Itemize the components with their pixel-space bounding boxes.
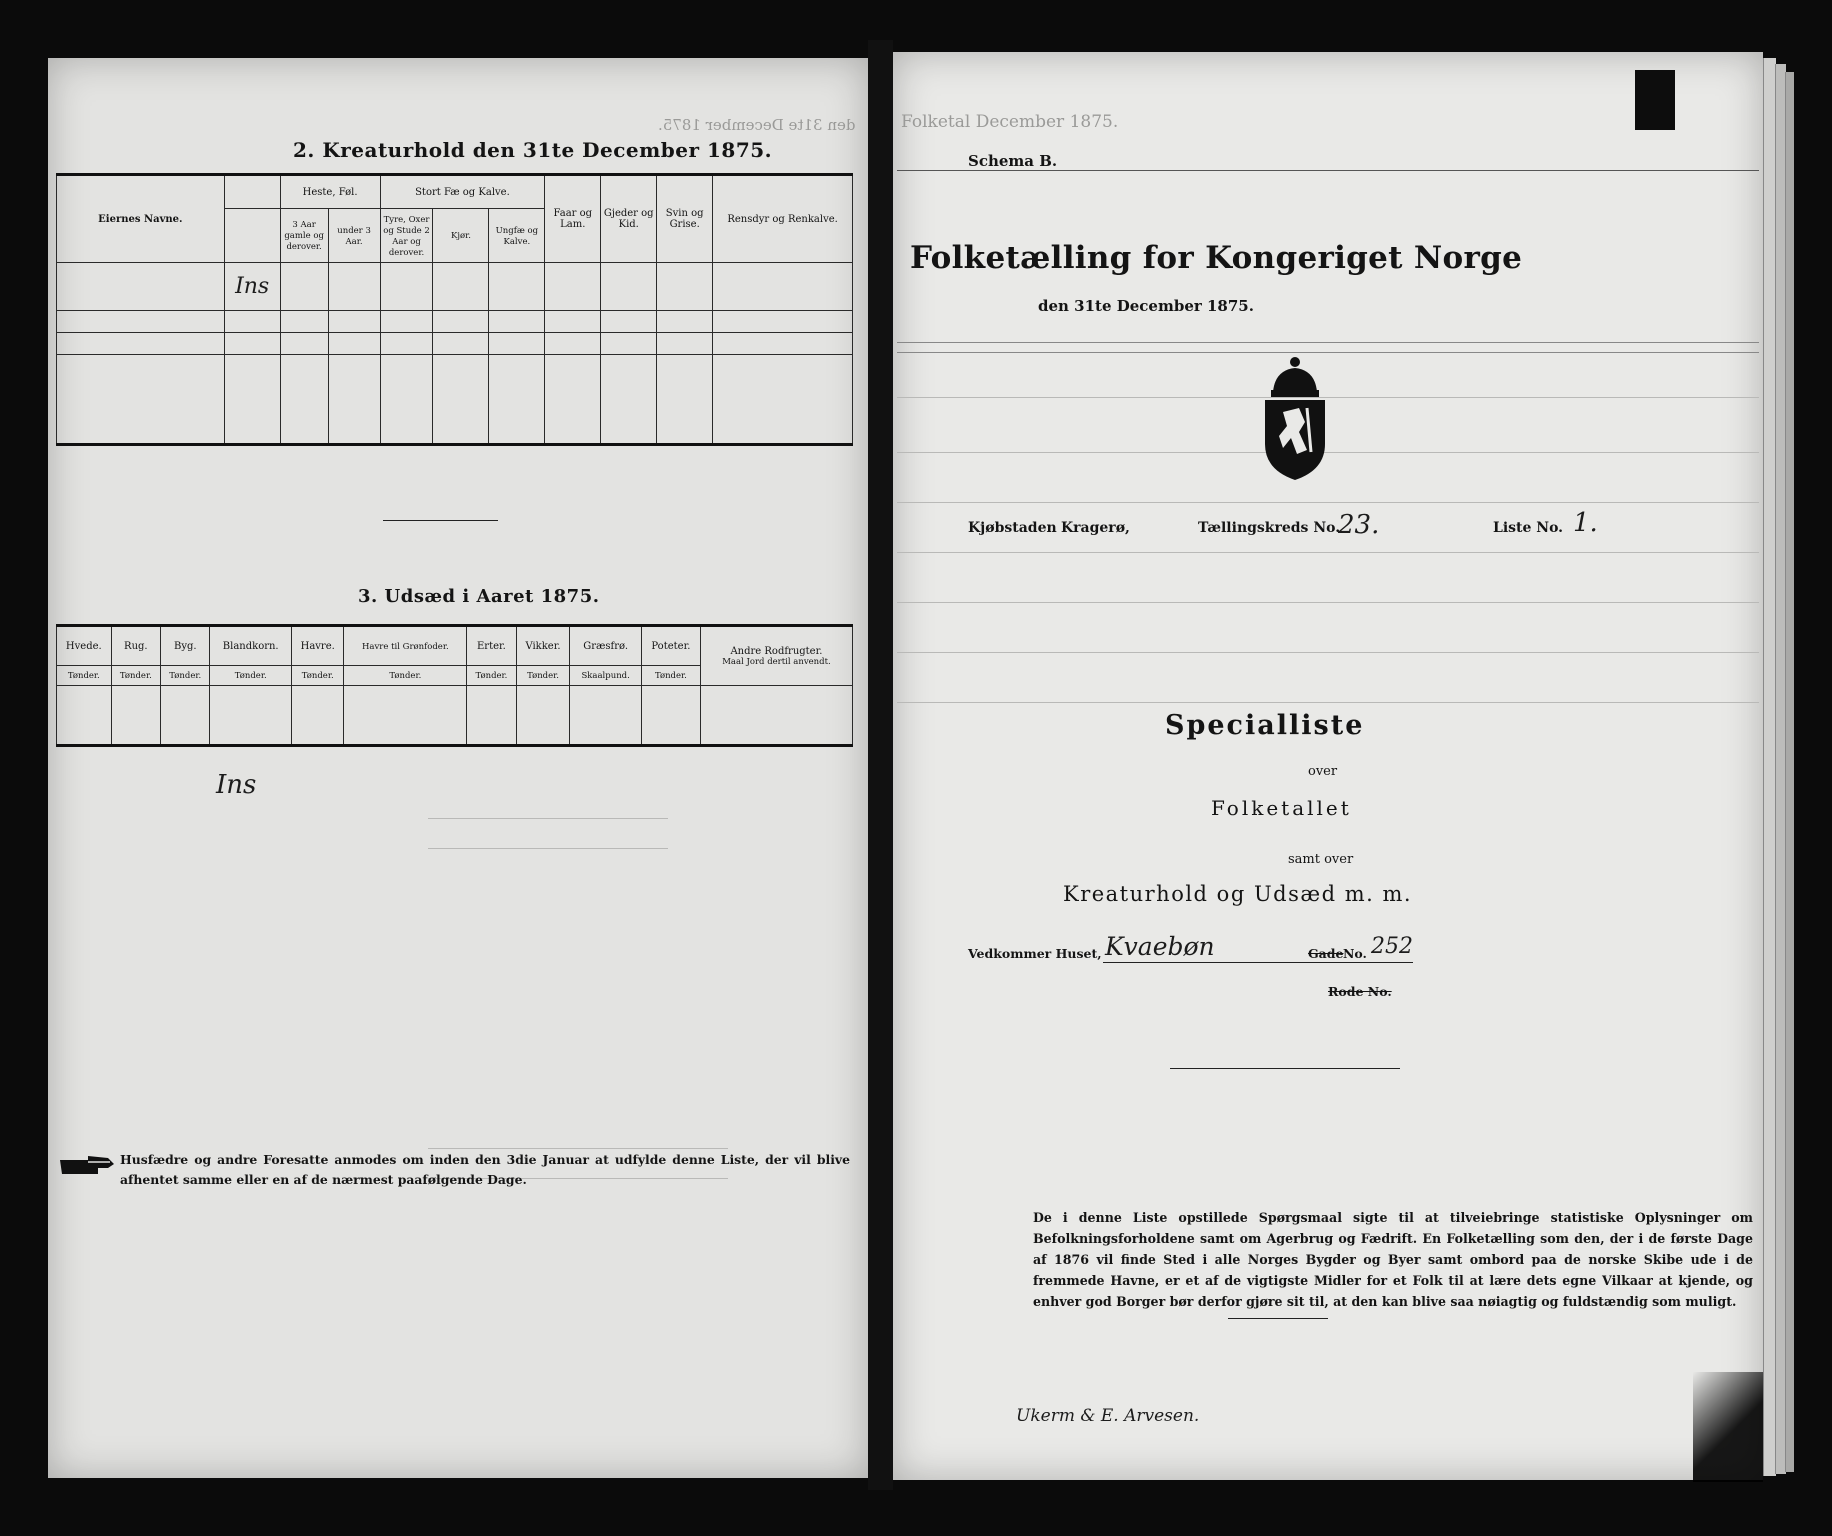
notice-text: Husfædre og andre Foresatte anmodes om inden den 3die Januar at udfylde denne Liste, der vil blive afhentet samme eller en af de nærmest paafølgende Dage. xyxy=(120,1152,850,1187)
bleed-through-line xyxy=(897,652,1759,653)
bleed-through-header: den 31te December 1875. xyxy=(658,116,856,134)
col-stortfae-b-header: Kjør. xyxy=(433,209,489,263)
col-havre-gronfoder-header: Havre til Grønfoder. xyxy=(344,626,467,666)
col-rug-header: Rug. xyxy=(111,626,160,666)
page-edge xyxy=(1785,72,1794,1472)
blank-subheader xyxy=(224,209,280,263)
col-rodfrugter-header: Andre Rodfrugter. Maal Jord dertil anvendt. xyxy=(700,626,852,686)
table-row xyxy=(57,355,853,445)
liste-value: 1. xyxy=(1573,508,1598,538)
col-havre-header: Havre. xyxy=(291,626,344,666)
liste-label: Liste No. xyxy=(1493,520,1564,536)
bleed-through-line xyxy=(897,342,1759,343)
col-heste-header: Heste, Føl. xyxy=(280,175,380,209)
bleed-through-line xyxy=(897,702,1759,703)
right-page xyxy=(893,52,1763,1480)
kreaturhold-text: Kreaturhold og Udsæd m. m. xyxy=(1063,882,1413,906)
gade-no-label: No. xyxy=(1343,946,1367,961)
unit-label: Tønder. xyxy=(161,666,210,686)
col-heste-b-header: under 3 Aar. xyxy=(328,209,380,263)
bleed-through-header: Folketal December 1875. xyxy=(901,112,1119,132)
signature: Ukerm & E. Arvesen. xyxy=(1016,1406,1200,1426)
col-hvede-header: Hvede. xyxy=(57,626,112,666)
subtitle: den 31te December 1875. xyxy=(1038,297,1254,315)
coat-of-arms-icon xyxy=(1255,352,1335,482)
unit-label: Tønder. xyxy=(210,666,291,686)
table-row xyxy=(57,686,853,746)
handwritten-entry: Ins xyxy=(216,770,257,800)
unit-label: Tønder. xyxy=(111,666,160,686)
huset-value: Kvaebøn xyxy=(1105,932,1215,961)
bleed-through-line xyxy=(897,602,1759,603)
unit-label: Tønder. xyxy=(641,666,700,686)
explanation-paragraph: De i denne Liste opstillede Spørgsmaal sigte til at tilveiebringe statistiske Oplysninger om Befolkningsforholdene samt om Agerbrug og Fædrift. En Folketælling som den, der i de første Dage af 1876 vil finde Sted i alle Norges Bygder og Byer samt ombord paa de norske Skibe ude i de fremmede Havne, er et af de vigtigste Midler for et Folk til at lære dets egne Vilkaar at kjende, og enhver god Borger bør derfor gjøre sit til, at den kan blive saa nøiagtig og fuldstændig som muligt. xyxy=(1033,1210,1753,1309)
bleed-through-line xyxy=(897,170,1759,171)
unit-label: Tønder. xyxy=(467,666,516,686)
unit-label: Skaalpund. xyxy=(570,666,641,686)
book-spine xyxy=(868,40,893,1490)
section-3-title: 3. Udsæd i Aaret 1875. xyxy=(358,586,600,607)
col-owner-header: Eiernes Navne. xyxy=(57,175,225,263)
divider xyxy=(1170,1068,1400,1069)
pointing-hand-icon xyxy=(58,1154,116,1178)
col-blandkorn-header: Blandkorn. xyxy=(210,626,291,666)
col-stortfae-c-header: Ungfæ og Kalve. xyxy=(489,209,545,263)
unit-label: Tønder. xyxy=(291,666,344,686)
table-row xyxy=(57,333,853,355)
unit-label: Tønder. xyxy=(516,666,570,686)
col-poteter-header: Poteter. xyxy=(641,626,700,666)
divider xyxy=(383,520,498,521)
specialliste-title: Specialliste xyxy=(1165,710,1365,741)
blank-header xyxy=(224,175,280,209)
kreds-value: 23. xyxy=(1338,510,1380,540)
bleed-through-line xyxy=(897,502,1759,503)
schema-label: Schema B. xyxy=(968,152,1058,170)
table-row xyxy=(57,311,853,333)
archive-tab xyxy=(1635,70,1675,130)
col-vikker-header: Vikker. xyxy=(516,626,570,666)
divider xyxy=(1228,1318,1328,1319)
kreds-label: Tællingskreds No. xyxy=(1198,520,1341,536)
col-byg-header: Byg. xyxy=(161,626,210,666)
col-heste-a-header: 3 Aar gamle og derover. xyxy=(280,209,328,263)
col-rensdyr-header: Rensdyr og Renkalve. xyxy=(713,175,853,263)
over-text: over xyxy=(1308,764,1338,779)
col-stortfae-a-header: Tyre, Oxer og Stude 2 Aar og derover. xyxy=(380,209,433,263)
col-graesfro-header: Græsfrø. xyxy=(570,626,641,666)
bleed-through-line xyxy=(428,818,668,819)
folketallet-text: Folketallet xyxy=(1211,796,1352,820)
col-faar-header: Faar og Lam. xyxy=(545,175,601,263)
main-title: Folketælling for Kongeriget Norge xyxy=(910,240,1523,276)
col-stortfae-header: Stort Fæ og Kalve. xyxy=(380,175,545,209)
kjobstaden-label: Kjøbstaden xyxy=(968,520,1057,536)
rode-label: Rode No. xyxy=(1328,984,1392,999)
underline xyxy=(1103,962,1413,963)
col-svin-header: Svin og Grise. xyxy=(657,175,713,263)
bleed-through-line xyxy=(428,1148,728,1149)
unit-label: Tønder. xyxy=(57,666,112,686)
kjobstaden-value: Kragerø, xyxy=(1061,520,1130,536)
gade-label: Gade xyxy=(1308,946,1344,961)
bleed-through-line xyxy=(897,552,1759,553)
huset-label: Vedkommer Huset, xyxy=(968,946,1102,961)
bleed-through-line xyxy=(428,848,668,849)
col-gjeder-header: Gjeder og Kid. xyxy=(601,175,657,263)
left-page xyxy=(48,58,868,1478)
handwritten-entry: Ins xyxy=(224,263,280,311)
page-corner-shadow xyxy=(1693,1372,1763,1482)
udsaed-table xyxy=(56,624,853,747)
unit-label: Tønder. xyxy=(344,666,467,686)
samt-over-text: samt over xyxy=(1288,852,1354,867)
col-erter-header: Erter. xyxy=(467,626,516,666)
section-2-title: 2. Kreaturhold den 31te December 1875. xyxy=(293,138,773,162)
kreaturhold-table xyxy=(56,173,853,446)
table-row xyxy=(57,263,853,311)
gade-no-value: 252 xyxy=(1371,934,1413,959)
